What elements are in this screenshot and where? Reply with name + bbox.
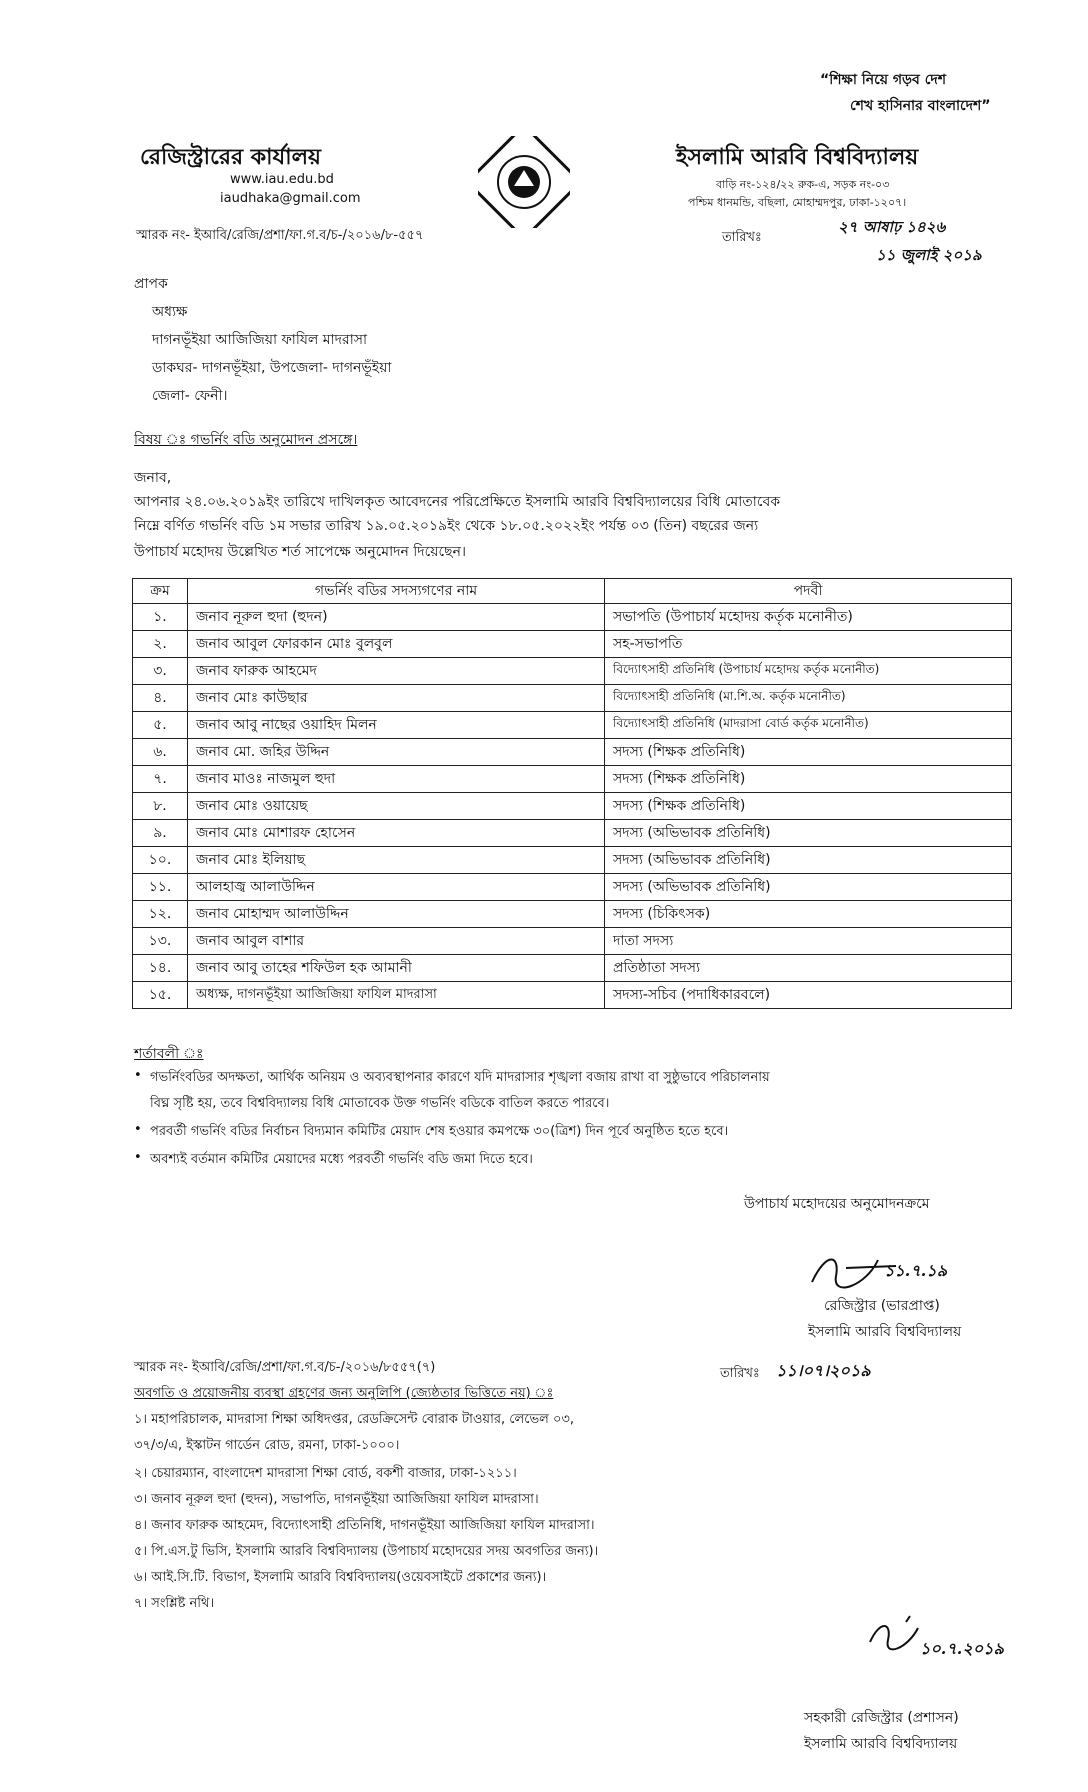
cell-designation: সদস্য (শিক্ষক প্রতিনিধি) (605, 766, 1012, 793)
cell-name: জনাব মোঃ ওয়ায়েছ (188, 793, 605, 820)
memo-ref: স্মারক নং- ইআবি/রেজি/প্রশা/ফা.গ.ব/চ-/২০১৬/৮-৫৫৭ (136, 228, 424, 243)
cell-name: জনাব ফারুক আহমেদ (188, 658, 605, 685)
memo-date-line-2: ১১ জুলাই ২০১৯ (876, 246, 982, 264)
body-line-1: আপনার ২৪.০৬.২০১৯ইং তারিখে দাখিলকৃত আবেদনের পরিপ্রেক্ষিতে ইসলামি আরবি বিশ্ববিদ্যালয়ের বিধি মোতাবেক (134, 494, 781, 510)
copy-item-1-cont: ৩৭/৩/এ, ইস্কাটন গার্ডেন রোড, রমনা, ঢাকা-১০০০। (134, 1438, 400, 1453)
website: www.iau.edu.bd (230, 172, 334, 187)
cell-serial: ৭. (133, 766, 188, 793)
approval-note: উপাচার্য মহোদয়ের অনুমোদনক্রমে (744, 1196, 930, 1212)
table-row (133, 847, 1012, 874)
cell-name: আলহাজ্ব আলাউদ্দিন (188, 874, 605, 901)
cell-designation: সদস্য (শিক্ষক প্রতিনিধি) (605, 793, 1012, 820)
cell-designation: সদস্য (শিক্ষক প্রতিনিধি) (605, 739, 1012, 766)
recipient-institution: দাগনভূঁইয়া আজিজিয়া ফাযিল মাদরাসা (152, 332, 368, 348)
copy-item-4: ৪। জনাব ফারুক আহমেদ, বিদ্যোৎসাহী প্রতিনিধি, দাগনভূঁইয়া আজিজিয়া ফাযিল মাদরাসা। (134, 1518, 595, 1533)
cell-designation: দাতা সদস্য (605, 928, 1012, 955)
signature-1-title: রেজিস্ট্রার (ভারপ্রাপ্ত) (824, 1298, 940, 1314)
signature-1-date: ১১.৭.১৯ (884, 1261, 948, 1280)
table-row (133, 928, 1012, 955)
cell-serial: ১০. (133, 847, 188, 874)
cell-serial: ২. (133, 631, 188, 658)
cell-serial: ১১. (133, 874, 188, 901)
memo-2-date-label: তারিখঃ (720, 1366, 760, 1381)
cell-serial: ১৫. (133, 982, 188, 1009)
signature-2-title: সহকারী রেজিস্ট্রার (প্রশাসন) (804, 1710, 959, 1726)
condition-item-1: • গভর্নিংবডির অদক্ষতা, আর্থিক অনিয়ম ও অব্যবস্থাপনার কারণে যদি মাদরাসার শৃঙ্খলা বজায় রাখা বা সুষ্ঠুভাবে পরিচালনায় (150, 1068, 770, 1089)
condition-item-3: • অবশ্যই বর্তমান কমিটির মেয়াদের মধ্যে পরবর্তী গভর্নিং বডি জমা দিতে হবে। (150, 1150, 533, 1171)
cell-designation: সদস্য (অভিভাবক প্রতিনিধি) (605, 820, 1012, 847)
email: iaudhaka@gmail.com (220, 191, 361, 206)
signature-1-org: ইসলামি আরবি বিশ্ববিদ্যালয় (808, 1324, 962, 1340)
cell-serial: ১২. (133, 901, 188, 928)
recipient-label: প্রাপক (134, 276, 168, 292)
condition-item-2: • পরবর্তী গভর্নিং বডির নির্বাচন বিদ্যমান কমিটির মেয়াদ শেষ হওয়ার কমপক্ষে ৩০(ত্রিশ) দিন পূর্বে অনুষ্ঠিত হতে হবে। (150, 1122, 728, 1143)
table-row (133, 766, 1012, 793)
cell-designation: সভাপতি (উপাচার্য মহোদয় কর্তৃক মনোনীত) (605, 604, 1012, 631)
recipient-district: জেলা- ফেনী। (152, 388, 228, 404)
cell-designation: সদস্য (অভিভাবক প্রতিনিধি) (605, 847, 1012, 874)
university-name: ইসলামি আরবি বিশ্ববিদ্যালয় (676, 145, 919, 170)
copy-item-6: ৬। আই.সি.টি. বিভাগ, ইসলামি আরবি বিশ্ববিদ্যালয়(ওয়েবসাইটে প্রকাশের জন্য)। (134, 1570, 547, 1585)
cell-designation: বিদ্যোৎসাহী প্রতিনিধি (মাদরাসা বোর্ড কর্তৃক মনোনীত) (605, 712, 1012, 739)
cell-serial: ১৩. (133, 928, 188, 955)
cell-name: জনাব মো. জহির উদ্দিন (188, 739, 605, 766)
address-line-1: বাড়ি নং-১২৪/২২ রুক-এ, সড়ক নং-০৩ (716, 178, 890, 191)
address-line-2: পশ্চিম ধানমন্ডি, বছিলা, মোহাম্মদপুর, ঢাকা-১২০৭। (688, 196, 907, 209)
slogan-line-2: শেখ হাসিনার বাংলাদেশ” (850, 98, 991, 114)
table-row (133, 982, 1012, 1009)
cell-name: অধ্যক্ষ, দাগনভূঁইয়া আজিজিয়া ফাযিল মাদরাসা (188, 982, 605, 1009)
salutation: জনাব, (134, 470, 172, 486)
cell-designation: সদস্য (চিকিৎসক) (605, 901, 1012, 928)
conditions-title: শর্তাবলী ঃ (134, 1046, 204, 1062)
signature-2-date: ১০.৭.২০১৯ (920, 1639, 1004, 1658)
table-row (133, 658, 1012, 685)
cell-serial: ৯. (133, 820, 188, 847)
cell-designation: সহ-সভাপতি (605, 631, 1012, 658)
memo-2-ref: স্মারক নং- ইআবি/রেজি/প্রশা/ফা.গ.ব/চ-/২০১৬/৮৫৫৭(৭) (134, 1360, 436, 1375)
copy-header: অবগতি ও প্রয়োজনীয় ব্যবস্থা গ্রহণের জন্য অনুলিপি (জ্যেষ্ঠতার ভিত্তিতে নয়) ঃ (134, 1386, 554, 1401)
cell-serial: ৬. (133, 739, 188, 766)
cell-serial: ৪. (133, 685, 188, 712)
cell-name: জনাব মোঃ কাউছার (188, 685, 605, 712)
cell-serial: ৫. (133, 712, 188, 739)
table-row (133, 874, 1012, 901)
cell-name: জনাব মোঃ মোশারফ হোসেন (188, 820, 605, 847)
cell-designation: বিদ্যোৎসাহী প্রতিনিধি (মা.শি.অ. কর্তৃক মনোনীত) (605, 685, 1012, 712)
cell-name: জনাব নূরুল হুদা (হুদন) (188, 604, 605, 631)
memo-date-line-1: ২৭ আষাঢ় ১৪২৬ (838, 218, 946, 236)
table-header-row (133, 579, 1012, 604)
recipient-address: ডাকঘর- দাগনভূঁইয়া, উপজেলা- দাগনভূঁইয়া (152, 360, 392, 376)
cell-designation: সদস্য (অভিভাবক প্রতিনিধি) (605, 874, 1012, 901)
governing-body-table (132, 578, 1012, 1009)
cell-serial: ৮. (133, 793, 188, 820)
cell-name: জনাব আবু নাছের ওয়াহিদ মিলন (188, 712, 605, 739)
cell-designation: সদস্য-সচিব (পদাধিকারবলে) (605, 982, 1012, 1009)
table-row (133, 955, 1012, 982)
copy-item-5: ৫। পি.এস.টু ভিসি, ইসলামি আরবি বিশ্ববিদ্যালয় (উপাচার্য মহোদয়ের সদয় অবগতির জন্য)। (134, 1544, 599, 1559)
memo-2-date: ১১।০৭।২০১৯ (776, 1361, 871, 1380)
copy-item-7: ৭। সংশ্লিষ্ট নথি। (134, 1596, 215, 1611)
cell-name: জনাব আবুল বাশার (188, 928, 605, 955)
table-row (133, 685, 1012, 712)
copy-item-3: ৩। জনাব নূরুল হুদা (হুদন), সভাপতি, দাগনভূঁইয়া আজিজিয়া ফাযিল মাদরাসা। (134, 1492, 539, 1507)
university-logo (478, 136, 570, 228)
cell-name: জনাব আবু তাহের শফিউল হক আমানী (188, 955, 605, 982)
cell-designation: বিদ্যোৎসাহী প্রতিনিধি (উপাচার্য মহোদয় কর্তৃক মনোনীত) (605, 658, 1012, 685)
col-header-serial: ক্রম (133, 579, 188, 604)
table-row (133, 739, 1012, 766)
cell-name: জনাব মাওঃ নাজমুল হুদা (188, 766, 605, 793)
cell-name: জনাব আবুল ফোরকান মোঃ বুলবুল (188, 631, 605, 658)
cell-name: জনাব মোহাম্মদ আলাউদ্দিন (188, 901, 605, 928)
body-line-3: উপাচার্য মহোদয় উল্লেখিত শর্ত সাপেক্ষে অনুমোদন দিয়েছেন। (134, 544, 467, 560)
body-line-2: নিম্নে বর্ণিত গভর্নিং বডি ১ম সভার তারিখ ১৯.০৫.২০১৯ইং থেকে ১৮.০৫.২০২২ইং পর্যন্ত ০৩ (তিন) বছরের জন্য (134, 518, 759, 534)
cell-designation: প্রতিষ্ঠাতা সদস্য (605, 955, 1012, 982)
cell-serial: ১৪. (133, 955, 188, 982)
signature-2-org: ইসলামি আরবি বিশ্ববিদ্যালয় (804, 1736, 958, 1752)
table-row (133, 793, 1012, 820)
office-title: রেজিস্ট্রারের কার্যালয় (140, 145, 321, 170)
copy-item-2: ২। চেয়ারম্যান, বাংলাদেশ মাদরাসা শিক্ষা বোর্ড, বকশী বাজার, ঢাকা-১২১১। (134, 1466, 517, 1481)
col-header-name: গভর্নিং বডির সদস্যগণের নাম (188, 579, 605, 604)
table-row (133, 631, 1012, 658)
table-row (133, 820, 1012, 847)
cell-serial: ৩. (133, 658, 188, 685)
condition-item-1-cont: বিঘ্ন সৃষ্টি হয়, তবে বিশ্ববিদ্যালয় বিধি মোতাবেক উক্ত গভর্নিং বডিকে বাতিল করতে পারবে। (150, 1096, 610, 1111)
cell-name: জনাব মোঃ ইলিয়াছ (188, 847, 605, 874)
memo-date-label: তারিখঃ (722, 230, 762, 245)
slogan-line-1: “শিক্ষা নিয়ে গড়ব দেশ (820, 72, 947, 88)
subject: বিষয় ঃ গভর্নিং বডি অনুমোদন প্রসঙ্গে। (134, 432, 358, 448)
table-row (133, 604, 1012, 631)
table-row (133, 712, 1012, 739)
recipient-designation: অধ্যক্ষ (152, 304, 188, 320)
col-header-designation: পদবী (605, 579, 1012, 604)
table-row (133, 901, 1012, 928)
cell-serial: ১. (133, 604, 188, 631)
copy-item-1: ১। মহাপরিচালক, মাদরাসা শিক্ষা অধিদপ্তর, রেডক্রিসেন্ট বোরাক টাওয়ার, লেভেল ০৩, (134, 1412, 575, 1427)
